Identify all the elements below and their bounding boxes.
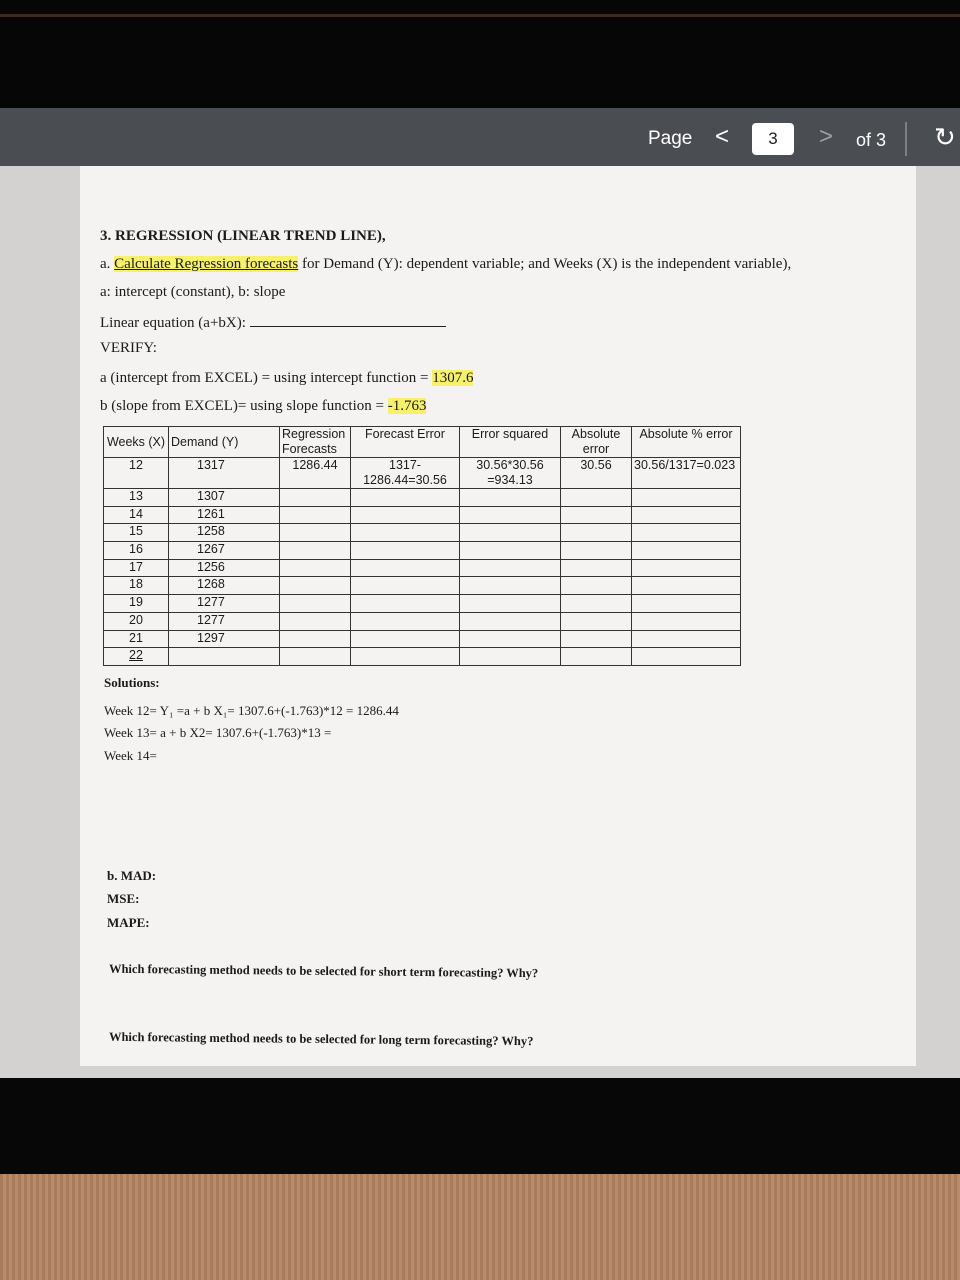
- cell-error-squared: 30.56*30.56 =934.13: [460, 458, 561, 489]
- table-row: [104, 524, 741, 542]
- table-header: [104, 427, 741, 458]
- cell-demand: 1261: [169, 506, 280, 524]
- cell-week: 16: [104, 542, 169, 560]
- cell-demand: 1307: [169, 489, 280, 507]
- cell-week: 18: [104, 577, 169, 595]
- desk-surface: [0, 1174, 960, 1280]
- intercept-value: 1307.6: [432, 370, 474, 386]
- forecast-table: [103, 426, 741, 666]
- cell-forecast-error: 1317- 1286.44=30.56: [351, 458, 460, 489]
- header-absolute-error: Absolute error: [561, 427, 632, 458]
- header-abs-pct-error: Absolute % error: [632, 427, 741, 458]
- cell-demand: 1256: [169, 559, 280, 577]
- screen-bezel-top: [0, 0, 960, 108]
- equation-line: [100, 312, 446, 332]
- table-row: [104, 595, 741, 613]
- cell-demand: [169, 648, 280, 666]
- question-short-term: Which forecasting method needs to be selected for short term forecasting? Why?: [108, 961, 539, 981]
- solution-week-12: Week 12= Y₁ =a + b X₁= 1307.6+(-1.763)*12 = 1286.44: [104, 703, 399, 718]
- cell-demand: 1267: [169, 542, 280, 560]
- mad-label: b. MAD:: [107, 868, 157, 883]
- cell-week: 22: [104, 648, 169, 666]
- equation-label: Linear equation (a+bX):: [100, 315, 246, 331]
- slope-line: [100, 398, 426, 415]
- cell-demand: 1268: [169, 577, 280, 595]
- table-row: [104, 506, 741, 524]
- page-label: Page: [648, 128, 693, 149]
- table-row: [104, 489, 741, 507]
- cell-demand: 1297: [169, 630, 280, 648]
- mse-label: MSE:: [107, 891, 140, 906]
- header-weeks: Weeks (X): [104, 427, 169, 458]
- solution-week-14: Week 14=: [104, 748, 157, 763]
- definition-line: a: intercept (constant), b: slope: [100, 284, 286, 300]
- cell-abs-pct-error: 30.56/1317=0.023: [632, 458, 741, 489]
- cell-week: 12: [104, 458, 169, 489]
- solution-week-13: Week 13= a + b X2= 1307.6+(-1.763)*13 =: [104, 725, 332, 740]
- table-row: [104, 630, 741, 648]
- question-long-term: Which forecasting method needs to be selected for long term forecasting? Why?: [108, 1029, 534, 1049]
- prefix: a.: [100, 256, 115, 272]
- screen-bezel-bottom: [0, 1078, 960, 1174]
- intercept-line: [100, 370, 473, 387]
- cell-week: 17: [104, 559, 169, 577]
- question-heading: 3. REGRESSION (LINEAR TREND LINE),: [100, 228, 386, 244]
- cell-demand: 1277: [169, 595, 280, 613]
- table-row: [104, 458, 741, 489]
- solutions-title: Solutions:: [104, 675, 160, 690]
- slope-label: b (slope from EXCEL)= using slope function =: [100, 398, 388, 414]
- page-number-input[interactable]: 3: [752, 123, 794, 155]
- cell-demand: 1277: [169, 612, 280, 630]
- instruction-rest: for Demand (Y): dependent variable; and Weeks (X) is the independent variable),: [298, 256, 792, 272]
- intercept-label: a (intercept from EXCEL) = using intercept function =: [100, 370, 433, 386]
- cell-week: 14: [104, 506, 169, 524]
- header-regression: Regression Forecasts: [280, 427, 351, 458]
- table-row: [104, 577, 741, 595]
- table-row: [104, 648, 741, 666]
- slope-value: -1.763: [387, 398, 427, 414]
- page-count: of 3: [856, 130, 887, 150]
- table-row: [104, 612, 741, 630]
- cell-regression: 1286.44: [280, 458, 351, 489]
- pdf-toolbar: [0, 108, 960, 166]
- cell-absolute-error: 30.56: [561, 458, 632, 489]
- cell-demand: 1317: [169, 458, 280, 489]
- cell-week: 20: [104, 612, 169, 630]
- toolbar-divider: [905, 122, 907, 156]
- table-row: [104, 559, 741, 577]
- cell-week: 19: [104, 595, 169, 613]
- prev-page-button[interactable]: <: [714, 123, 729, 150]
- cell-demand: 1258: [169, 524, 280, 542]
- instruction-line: [100, 256, 791, 273]
- table-row: [104, 542, 741, 560]
- answer-blank: [250, 312, 446, 327]
- verify-label: VERIFY:: [100, 340, 157, 356]
- highlighted-text: Calculate Regression forecasts: [114, 256, 299, 272]
- header-forecast-error: Forecast Error: [351, 427, 460, 458]
- cell-week: 21: [104, 630, 169, 648]
- rotate-icon[interactable]: ↻: [934, 122, 956, 152]
- next-page-button[interactable]: >: [818, 123, 833, 150]
- header-error-squared: Error squared: [460, 427, 561, 458]
- cell-week: 13: [104, 489, 169, 507]
- cell-week: 15: [104, 524, 169, 542]
- mape-label: MAPE:: [107, 915, 150, 930]
- header-demand: Demand (Y): [169, 427, 280, 458]
